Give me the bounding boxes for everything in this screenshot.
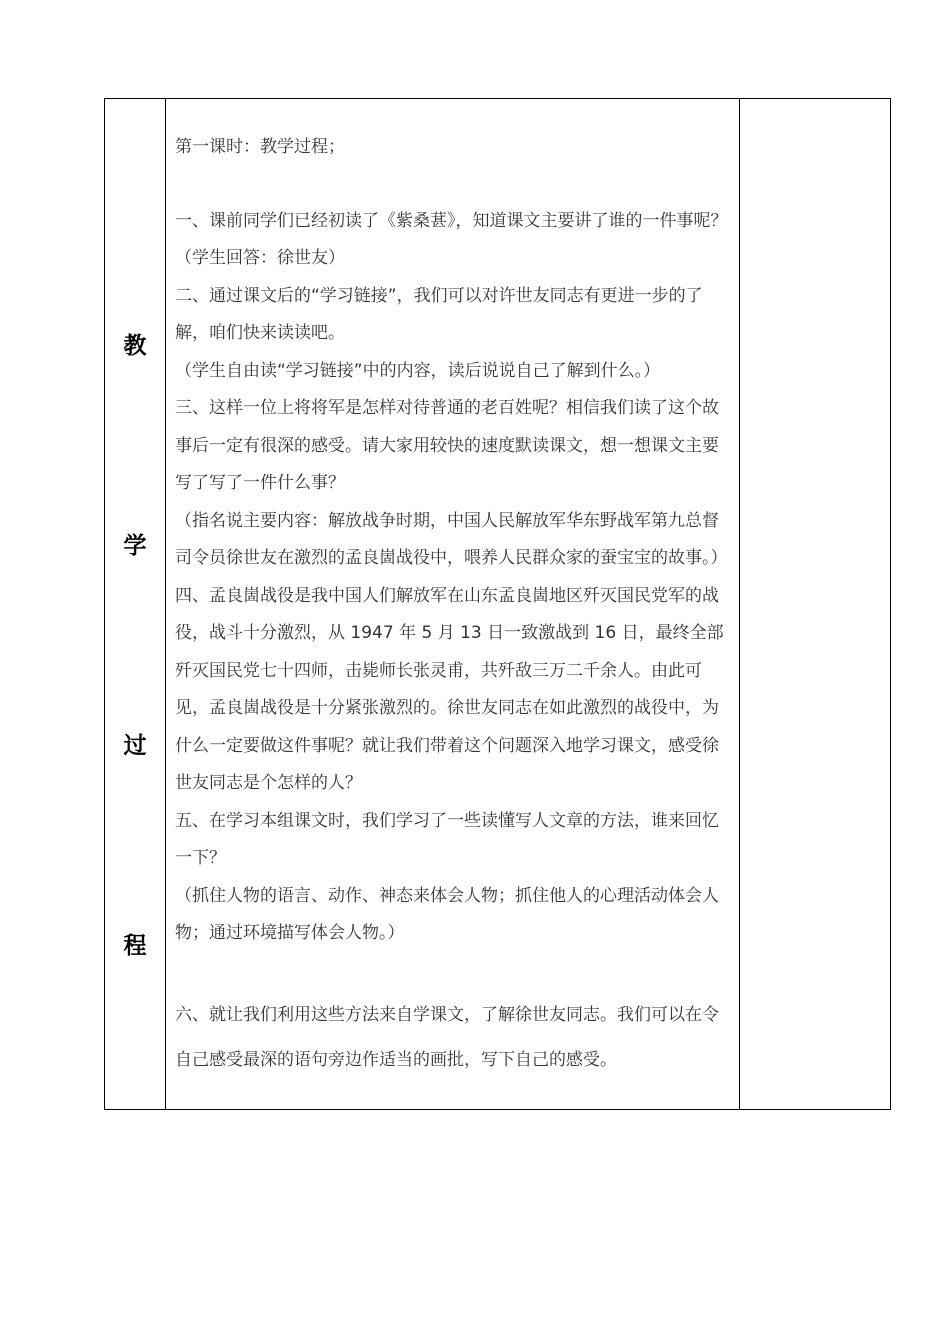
paragraph-3-answer: （指名说主要内容：解放战争时期，中国人民解放军华东野战军第九总督司令员徐世友在激烈的孟良崮战役中，喂养人民群众家的蚕宝宝的故事。） <box>175 510 728 568</box>
paragraph-2: 二、通过课文后的“学习链接”，我们可以对许世友同志有更进一步的了解，咱们快来读读吧。 <box>175 285 703 343</box>
paragraph-5: 五、在学习本组课文时，我们学习了一些读懂写人文章的方法，谁来回忆一下？ <box>175 810 719 868</box>
paragraph-6: 六、就让我们利用这些方法来自学课文，了解徐世友同志。我们可以在令自己感受最深的语句旁边作适当的画批，写下自己的感受。 <box>175 1004 719 1070</box>
paragraph-5-answer: （抓住人物的语言、动作、神态来体会人物；抓住他人的心理活动体会人物；通过环境描写体会人物。） <box>175 885 719 943</box>
column-divider-right <box>739 99 740 1109</box>
lesson-table <box>104 98 891 1110</box>
paragraph-2-answer: （学生自由读“学习链接”中的内容，读后说说自己了解到什么。） <box>175 360 661 381</box>
paragraph-4: 四、孟良崮战役是我中国人们解放军在山东孟良崮地区歼灭国民党军的战役，战斗十分激烈，从 1947 年 5 月 13 日一致激战到 16 日，最终全部歼灭国民党七十四师，击毙师长张灵甫，共歼敌三万二千余人。由此可见，孟良崮战役是十分紧张激烈的。徐世友同志在如此激烈的战役中，为什么一定要做这件事呢？就让我们带着这个问题深入地学习课文，感受徐世友同志是个怎样的人？ <box>175 585 724 793</box>
lesson-content <box>175 129 735 1083</box>
paragraph-1: 一、课前同学们已经初读了《紫桑葚》，知道课文主要讲了谁的一件事呢？ <box>175 210 728 231</box>
lesson-heading: 第一课时：教学过程； <box>175 137 345 157</box>
section-label-char-1: 教 <box>123 333 147 359</box>
section-label-char-4: 程 <box>123 933 147 959</box>
spacer <box>175 167 735 203</box>
section-label-char-2: 学 <box>123 533 147 559</box>
paragraph-1-answer: （学生回答：徐世友） <box>175 248 345 268</box>
section-label-char-3: 过 <box>123 733 147 759</box>
spacer <box>175 953 735 993</box>
column-divider-left <box>165 99 166 1109</box>
paragraph-3: 三、这样一位上将将军是怎样对待普通的老百姓呢？相信我们读了这个故事后一定有很深的感受。请大家用较快的速度默读课文，想一想课文主要写了写了一件什么事？ <box>175 398 719 493</box>
